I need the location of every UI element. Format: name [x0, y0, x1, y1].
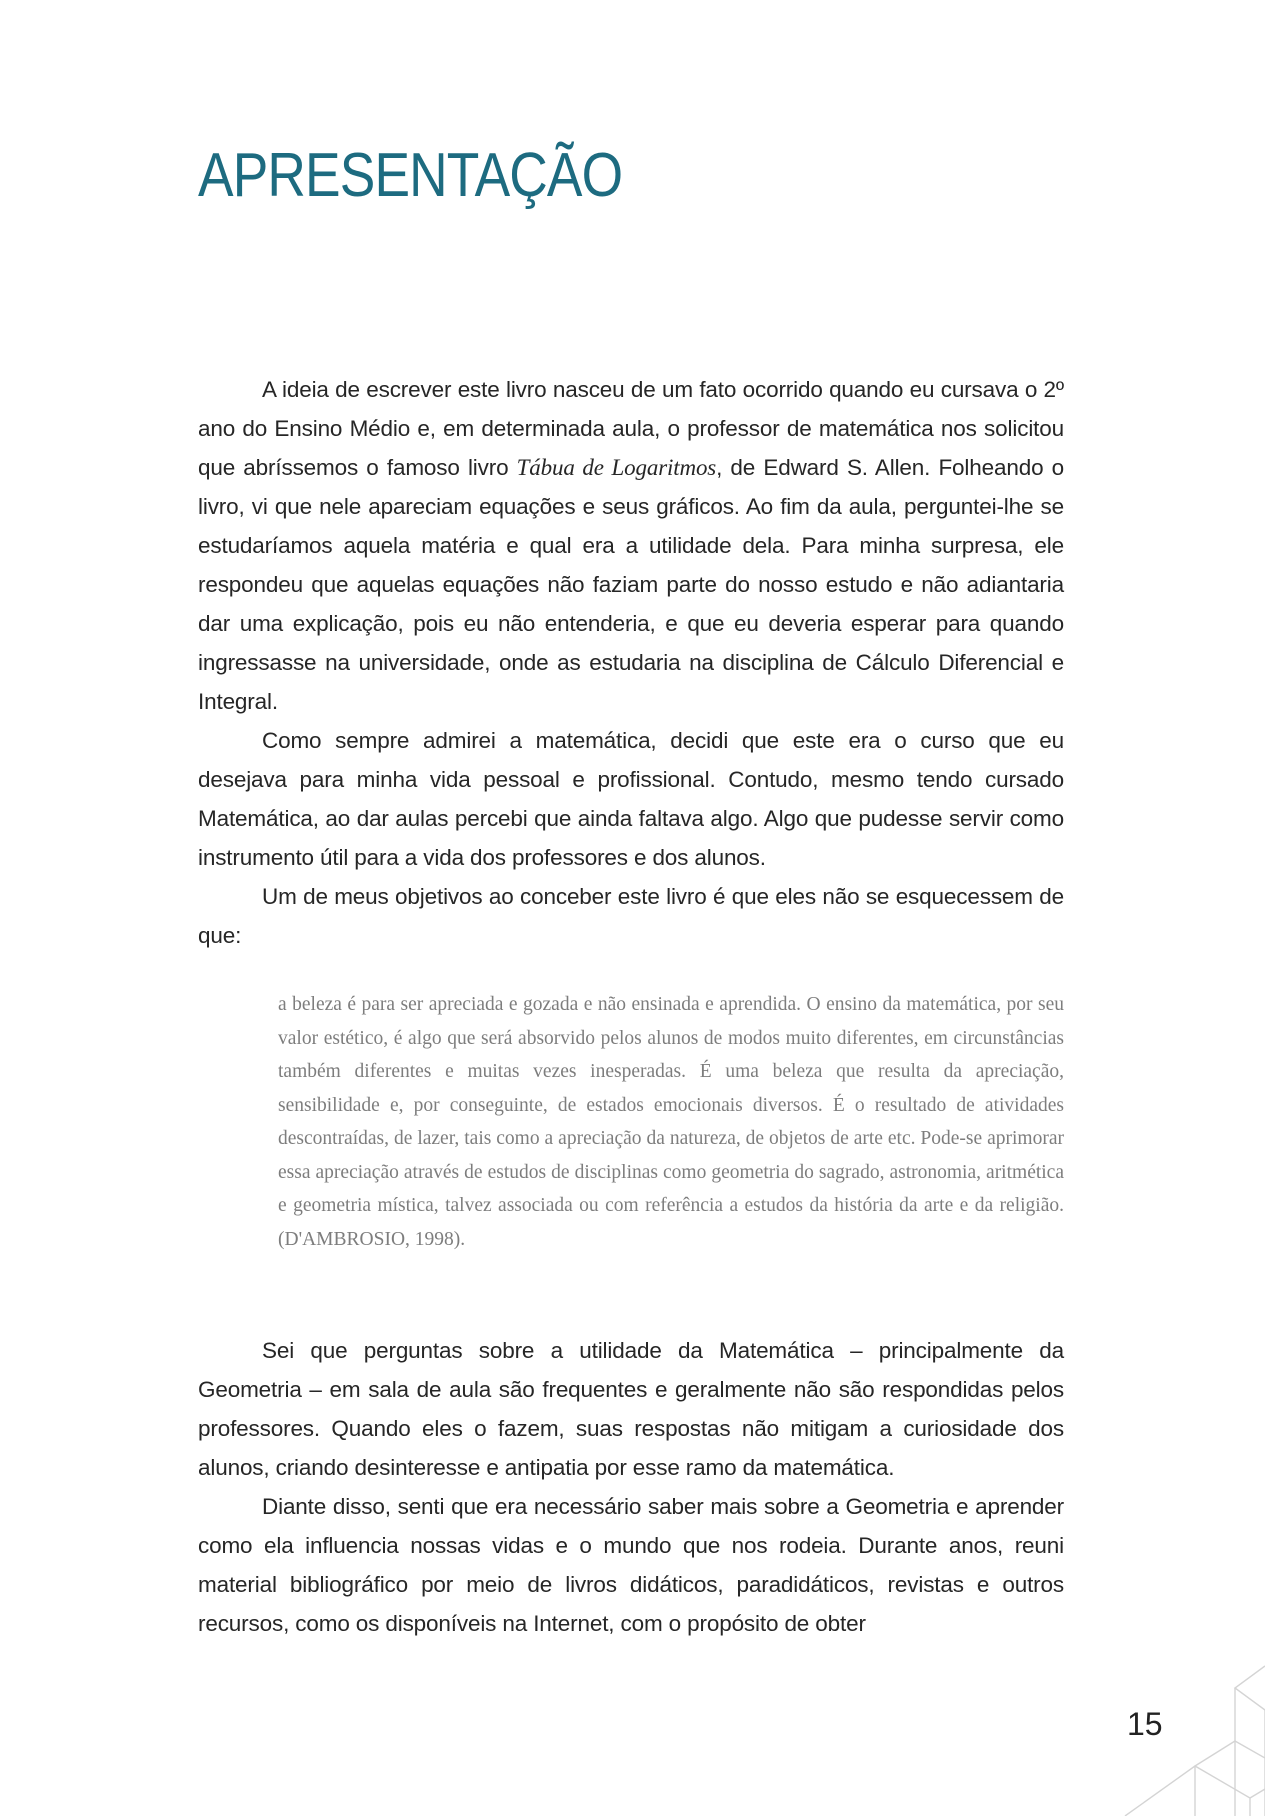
paragraph-3: Um de meus objetivos ao conceber este livro é que eles não se esquecessem de que: — [198, 884, 1064, 948]
page-number: 15 — [1127, 1706, 1163, 1742]
paragraph-5: Diante disso, senti que era necessário saber mais sobre a Geometria e aprender como ela influencia nossas vidas e o mundo que nos rodeia. Durante anos, reuni material bibliográfico por meio de livros didáticos, paradidáticos, revistas e outros recursos, como os disponíveis na Internet, com o propósito de obter — [198, 1494, 1064, 1636]
block-quote: a beleza é para ser apreciada e gozada e não ensinada e aprendida. O ensino da matemática, por seu valor estético, é algo que será absorvido pelos alunos de modos muito diferentes, em circunstâncias também diferentes e muitas vezes inesperadas. É uma beleza que resulta da apreciação, sensibilidade e, por conseguinte, de estados emocionais diversos. É o resultado de atividades descontraídas, de lazer, tais como a apreciação da natureza, de objetos de arte etc. Pode-se aprimorar essa apreciação através de estudos de disciplinas como geometria do sagrado, astronomia, aritmética e geometria mística, talvez associada ou com referência a estudos da história da arte e da religião. (D'AMBROSIO, 1998). — [278, 994, 1064, 1250]
closing-paragraphs — [198, 1331, 1064, 1643]
book-title: Tábua de Logaritmos — [516, 455, 717, 480]
paragraph-2: Como sempre admirei a matemática, decidi que este era o curso que eu desejava para minha vida pessoal e profissional. Contudo, mesmo tendo cursado Matemática, ao dar aulas percebi que ainda faltava algo. Algo que pudesse servir como instrumento útil para a vida dos professores e dos alunos. — [198, 728, 1064, 870]
paragraph-4: Sei que perguntas sobre a utilidade da Matemática – principalmente da Geometria – em sala de aula são frequentes e geralmente não são respondidas pelos professores. Quando eles o fazem, suas respostas não mitigam a curiosidade dos alunos, criando desinteresse e antipatia por esse ramo da matemática. — [198, 1338, 1064, 1480]
geometric-pattern-icon — [1025, 1646, 1265, 1816]
page-title: APRESENTAÇÃO — [198, 141, 623, 210]
paragraph-1: A ideia de escrever este livro nasceu de um fato ocorrido quando eu cursava o 2º ano do Ensino Médio e, em determinada aula, o professor de matemática nos solicitou que abríssemos o famoso livro Tábua de Logaritmos, de Edward S. Allen. Folheando o livro, vi que nele apareciam equações e seus gráficos. Ao fim da aula, perguntei-lhe se estudaríamos aquela matéria e qual era a utilidade dela. Para minha surpresa, ele respondeu que aquelas equações não faziam parte do nosso estudo e não adiantaria dar uma explicação, pois eu não entenderia, e que eu deveria esperar para quando ingressasse na universidade, onde as estudaria na disciplina de Cálculo Diferencial e Integral. — [198, 377, 1065, 714]
intro-paragraphs — [198, 370, 1064, 955]
